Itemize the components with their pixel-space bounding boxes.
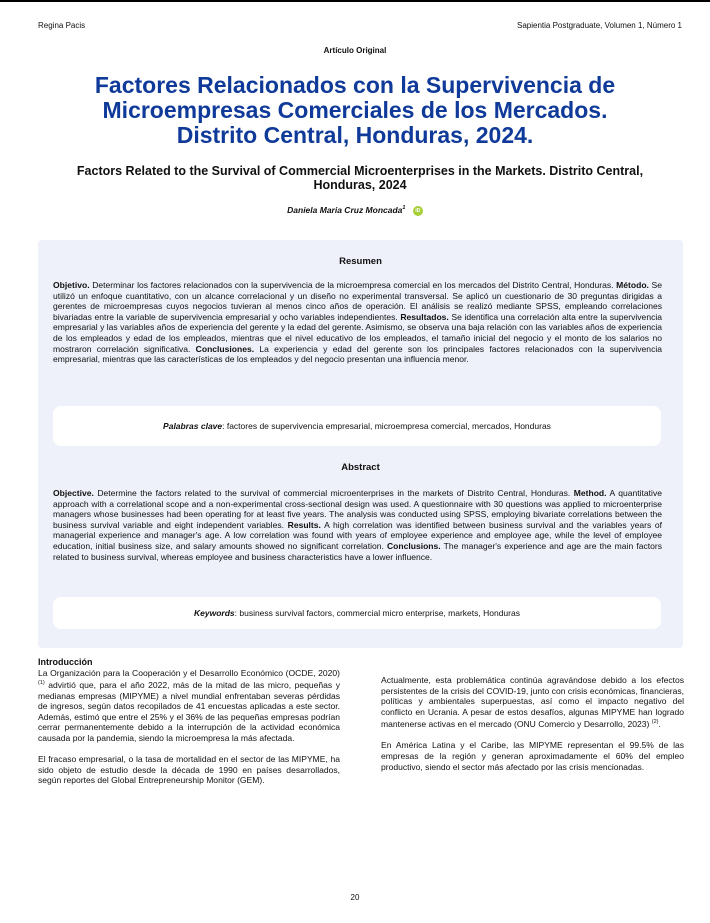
conclusiones-label: Conclusiones. — [195, 343, 255, 354]
palabras-clave-text: : factores de supervivencia empresarial, microempresa comercial, mercados, Honduras — [222, 421, 551, 431]
conclusions-label: Conclusions. — [387, 540, 441, 551]
intro-heading: Introducción — [38, 657, 93, 667]
running-header-left: Regina Pacis — [38, 21, 86, 30]
citation-ref: (2) — [651, 719, 659, 726]
intro-p3-text-b: . — [658, 719, 661, 730]
article-subtitle: Factors Related to the Survival of Commercial Microenterprises in the Markets. Distrito Central, Honduras, 2024 — [76, 164, 644, 192]
author-line — [0, 205, 710, 216]
objective-label: Objective. — [53, 488, 94, 498]
abstract-text — [53, 488, 662, 562]
intro-paragraph-1 — [38, 668, 340, 744]
metodo-label: Método. — [616, 280, 649, 290]
resultados-label: Resultados. — [400, 311, 449, 322]
intro-paragraph-4: En América Latina y el Caribe, las MIPYME representan el 99.5% de las empresas de la región y generan aproximadamente el 60% del empleo productivo, siendo el sector más afectado por las crisis mencionadas. — [381, 740, 684, 772]
resumen-text — [53, 280, 662, 365]
intro-paragraph-2: El fracaso empresarial, o la tasa de mortalidad en el sector de las MIPYME, ha sido objeto de estudio desde la década de 1990 en países desarrollados, según reportes del Global Entrepreneurship Monitor (GEM). — [38, 754, 340, 786]
article-type: Artículo Original — [323, 46, 387, 55]
author-name: Daniela Maria Cruz Moncada — [287, 205, 403, 215]
resultados-text: Se identifica una correlación alta entre la supervivencia empresarial y las variables años de experiencia del gerente y la edad del gerente. Asimismo, se observa una baja relación con las variables años de experiencia de los empleados y edad de los empleados, mientras que el nivel educativo de los empleados, el tamaño inicial del negocio y el monto de los salarios no mostraron correlación significativa. — [53, 311, 662, 354]
objetivo-label: Objetivo. — [53, 280, 90, 290]
keywords-box — [53, 597, 661, 629]
intro-right-column — [381, 675, 684, 772]
intro-p1-text-b: advirtió que, para el año 2022, más de la mitad de las micro, pequeñas y medianas empresas (MIPYME) a nivel mundial enfrentaban severas pérdidas de ingresos, según datos recopilados de 41 encuestas aplicadas a este sector. Además, estimó que entre el 25% y el 36% de las pequeñas empresas podrían cerrar permanentemente debido a la interrupción de la actividad económica causada por la pandemia, siendo la microempresa la más afectada. — [38, 680, 340, 743]
affiliation-mark: 1 — [402, 205, 406, 212]
orcid-icon[interactable]: iD — [413, 206, 423, 216]
palabras-clave-box — [53, 406, 661, 446]
results-text: A high correlation was identified between business survival and the variables years of managerial experience and manager's age. A low correlation was found with years of employee experience and employee age, while the level of employee education, initial business size, and salary amounts showed no significant correlation. — [53, 519, 662, 551]
keywords-label: Keywords — [194, 608, 235, 618]
abstract-box — [38, 240, 683, 648]
intro-p1-text-a: La Organización para la Cooperación y el Desarrollo Económico (OCDE, 2020) — [38, 667, 340, 678]
method-label: Method. — [573, 488, 607, 498]
article-title: Factores Relacionados con la Supervivencia de Microempresas Comerciales de los Mercados. Distrito Central, Honduras, 2024. — [94, 72, 616, 148]
method-text: A quantitative approach with a correlational scope and a non-experimental cross-sectional design was used. A questionnaire with 30 questions was applied to microenterprise managers whose businesses had been operating for at least five years. The analysis was conducted using SPSS, employing bivariate correlations between the business survival variable and eight independent variables. — [53, 488, 662, 530]
keywords-text: : business survival factors, commercial micro enterprise, markets, Honduras — [234, 608, 520, 618]
results-label: Results. — [287, 519, 321, 530]
intro-paragraph-3 — [381, 675, 684, 730]
metodo-text: Se utilizó un enfoque cuantitativo, con un alcance correlacional y un diseño no experimental transversal. Se aplicó un cuestionario de 30 preguntas dirigidas a gerentes de microempresas cuyos negocios tuvieran al menos cinco años de operación. El análisis se realizó mediante SPSS, empleando correlaciones bivariadas entre la variable de supervivencia empresarial y ocho variables independientes. — [53, 280, 662, 322]
intro-p3-text-a: Actualmente, esta problemática continúa agravándose debido a los efectos persistentes de la crisis del COVID-19, junto con crisis económicas, financieras, políticas y ambientales superpuestas, así como el impacto negativo del conflicto en Ucrania. A pesar de estos desafíos, algunas MIPYME han logrado mantenerse activas en el mercado (ONU Comercio y Desarrollo, 2023) — [381, 675, 684, 730]
objective-text: Determine the factors related to the survival of commercial microenterprises in the markets of Distrito Central, Honduras. — [93, 488, 574, 498]
abstract-heading: Abstract — [341, 462, 380, 473]
conclusions-text: The manager's experience and age are the main factors related to business survival, whereas employee and business characteristics have a lower influence. — [53, 540, 662, 562]
intro-left-column — [38, 657, 340, 786]
conclusiones-text: La experiencia y edad del gerente son los principales factores relacionados con la supervivencia empresarial, mientras que las características de los empleados y del negocio presentan una influencia menor. — [53, 343, 662, 365]
running-header-right: Sapientia Postgraduate, Volumen 1, Número 1 — [517, 21, 682, 30]
palabras-clave-label: Palabras clave — [163, 421, 223, 431]
resumen-heading: Resumen — [339, 256, 382, 267]
citation-ref: (1) — [38, 680, 45, 687]
page-number: 20 — [350, 893, 360, 902]
top-rule — [0, 0, 710, 2]
objetivo-text: Determinar los factores relacionados con la supervivencia de la microempresa comercial en los mercados del Distrito Central, Honduras. — [89, 280, 617, 290]
